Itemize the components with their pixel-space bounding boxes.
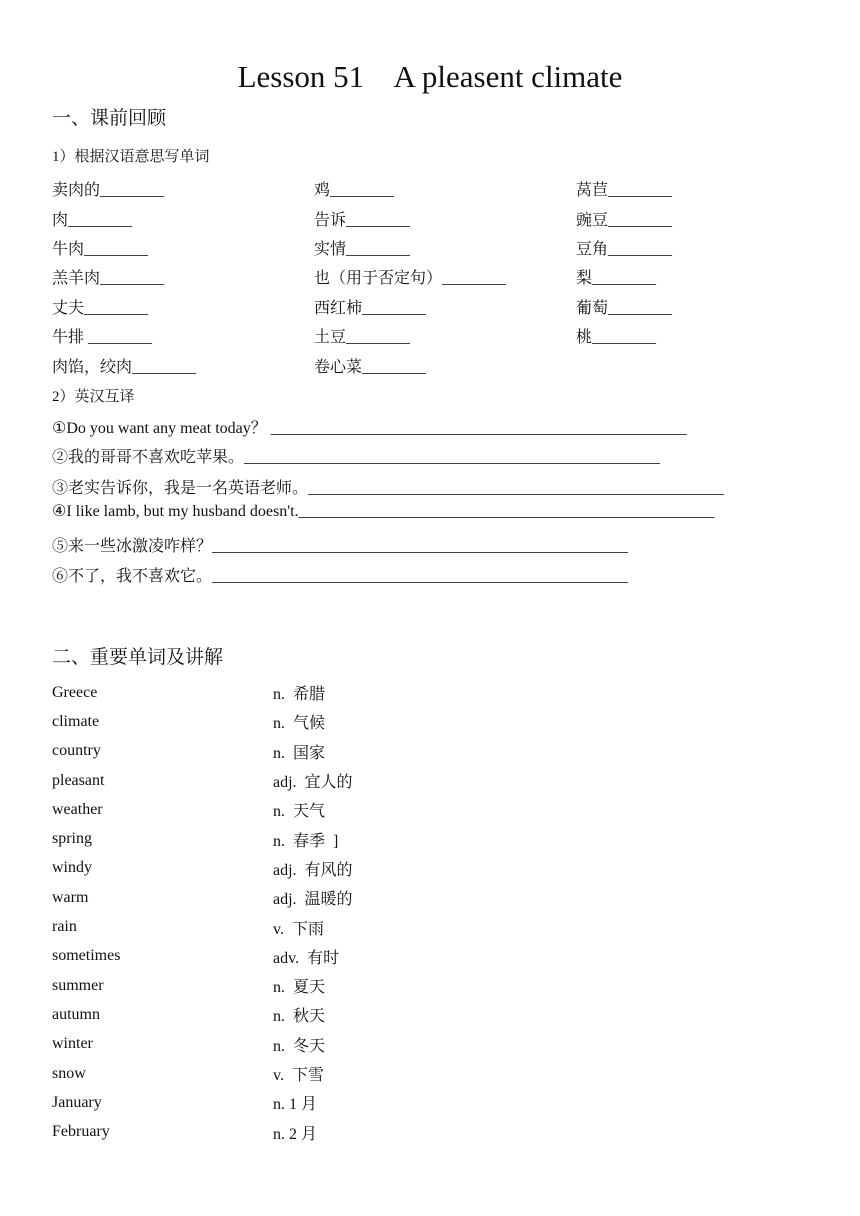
word-row	[52, 1000, 552, 1029]
word-row	[52, 1059, 552, 1088]
vocab-blank[interactable]: 牛肉________	[52, 240, 149, 258]
word-row	[52, 678, 552, 707]
vocab-row	[52, 233, 832, 262]
translation-item[interactable]: ⑤来一些冰激凌咋样？____________________________________________________	[52, 538, 629, 555]
word-list	[52, 678, 552, 1147]
section-2-heading: 二、重要单词及讲解	[52, 647, 224, 668]
word-row	[52, 883, 552, 912]
vocab-blank[interactable]: 肉________	[52, 211, 133, 229]
word-english: Greece	[52, 683, 98, 701]
word-row	[52, 795, 552, 824]
word-row	[52, 766, 552, 795]
page-title: Lesson 51 A pleasent climate	[237, 59, 623, 94]
vocab-row	[52, 350, 832, 379]
word-english: climate	[52, 712, 100, 730]
word-english: snow	[52, 1064, 86, 1082]
word-english: February	[52, 1123, 110, 1141]
vocab-row	[52, 203, 832, 232]
word-english: country	[52, 742, 101, 760]
word-row	[52, 912, 552, 941]
word-english: rain	[52, 918, 77, 936]
word-english: winter	[52, 1035, 93, 1053]
word-definition: adj. 有风的	[273, 861, 353, 879]
word-definition: n. 国家	[273, 744, 326, 762]
vocab-row	[52, 174, 832, 203]
word-english: windy	[52, 859, 92, 877]
vocab-blank[interactable]: 鸡________	[314, 182, 395, 200]
word-row	[52, 1088, 552, 1117]
vocab-blank[interactable]: 肉馅，绞肉________	[52, 358, 197, 376]
word-english: pleasant	[52, 771, 105, 789]
word-definition: n. 秋天	[273, 1008, 326, 1026]
word-definition: n. 2 月	[273, 1125, 318, 1143]
translation-item[interactable]: ④I like lamb, but my husband doesn't.____________________________________________________	[52, 503, 715, 520]
word-english: weather	[52, 800, 103, 818]
word-row	[52, 1030, 552, 1059]
word-row	[52, 854, 552, 883]
word-english: summer	[52, 976, 104, 994]
vocab-blank[interactable]: 豆角________	[576, 240, 673, 258]
word-row	[52, 707, 552, 736]
vocab-blank[interactable]: 卷心菜________	[314, 358, 427, 376]
translation-item[interactable]: ②我的哥哥不喜欢吃苹果。____________________________________________________	[52, 449, 661, 466]
word-row	[52, 824, 552, 853]
vocab-blank[interactable]: 卖肉的________	[52, 182, 165, 200]
word-definition: n. 1 月	[273, 1096, 318, 1114]
word-definition: adj. 温暖的	[273, 891, 353, 909]
vocab-blank[interactable]: 也（用于否定句）________	[314, 270, 507, 288]
word-definition: adv. 有时	[273, 949, 340, 967]
vocab-blank[interactable]: 土豆________	[314, 329, 411, 347]
word-definition: v. 下雪	[273, 1067, 324, 1084]
word-definition: v. 下雨	[273, 920, 324, 938]
vocab-blank[interactable]: 实情________	[314, 240, 411, 258]
vocab-blank[interactable]: 豌豆________	[576, 211, 673, 229]
vocab-blank[interactable]: 西红柿________	[314, 299, 427, 317]
translation-item[interactable]: ①Do you want any meat today？ ____________________________________________________	[52, 420, 687, 437]
word-definition: n. 冬天	[273, 1037, 326, 1055]
part-2-heading: 2）英汉互译	[52, 389, 135, 405]
word-english: warm	[52, 888, 89, 906]
word-row	[52, 971, 552, 1000]
word-row	[52, 737, 552, 766]
word-english: sometimes	[52, 947, 121, 965]
vocab-row	[52, 262, 832, 291]
word-row	[52, 942, 552, 971]
vocab-blank[interactable]: 莴苣________	[576, 182, 673, 200]
vocab-row	[52, 321, 832, 350]
part-1-heading: 1）根据汉语意思写单词	[52, 149, 210, 165]
word-definition: n. 希腊	[273, 686, 326, 704]
vocabulary-fill-grid	[52, 174, 832, 380]
vocab-blank[interactable]: 桃________	[576, 329, 657, 347]
word-definition: adj. 宜人的	[273, 774, 353, 792]
word-english: autumn	[52, 1005, 100, 1023]
word-definition: n. 天气	[273, 803, 326, 821]
word-row	[52, 1117, 552, 1146]
word-english: January	[52, 1093, 102, 1111]
vocab-blank[interactable]: 葡萄________	[576, 299, 673, 317]
vocab-blank[interactable]: 牛排 ________	[52, 329, 153, 347]
word-english: spring	[52, 830, 92, 848]
translation-item[interactable]: ③老实告诉你，我是一名英语老师。____________________________________________________	[52, 480, 725, 497]
vocab-row	[52, 292, 832, 321]
vocab-blank[interactable]: 梨________	[576, 270, 657, 288]
vocab-blank[interactable]: 羔羊肉________	[52, 270, 165, 288]
word-definition: n. 夏天	[273, 979, 326, 997]
word-definition: n. 春季 ]	[273, 832, 339, 850]
vocab-blank[interactable]: 告诉________	[314, 211, 411, 229]
word-definition: n. 气候	[273, 715, 326, 733]
translation-item[interactable]: ⑥不了，我不喜欢它。____________________________________________________	[52, 568, 629, 585]
vocab-blank[interactable]: 丈夫________	[52, 299, 149, 317]
section-1-heading: 一、课前回顾	[52, 108, 167, 129]
